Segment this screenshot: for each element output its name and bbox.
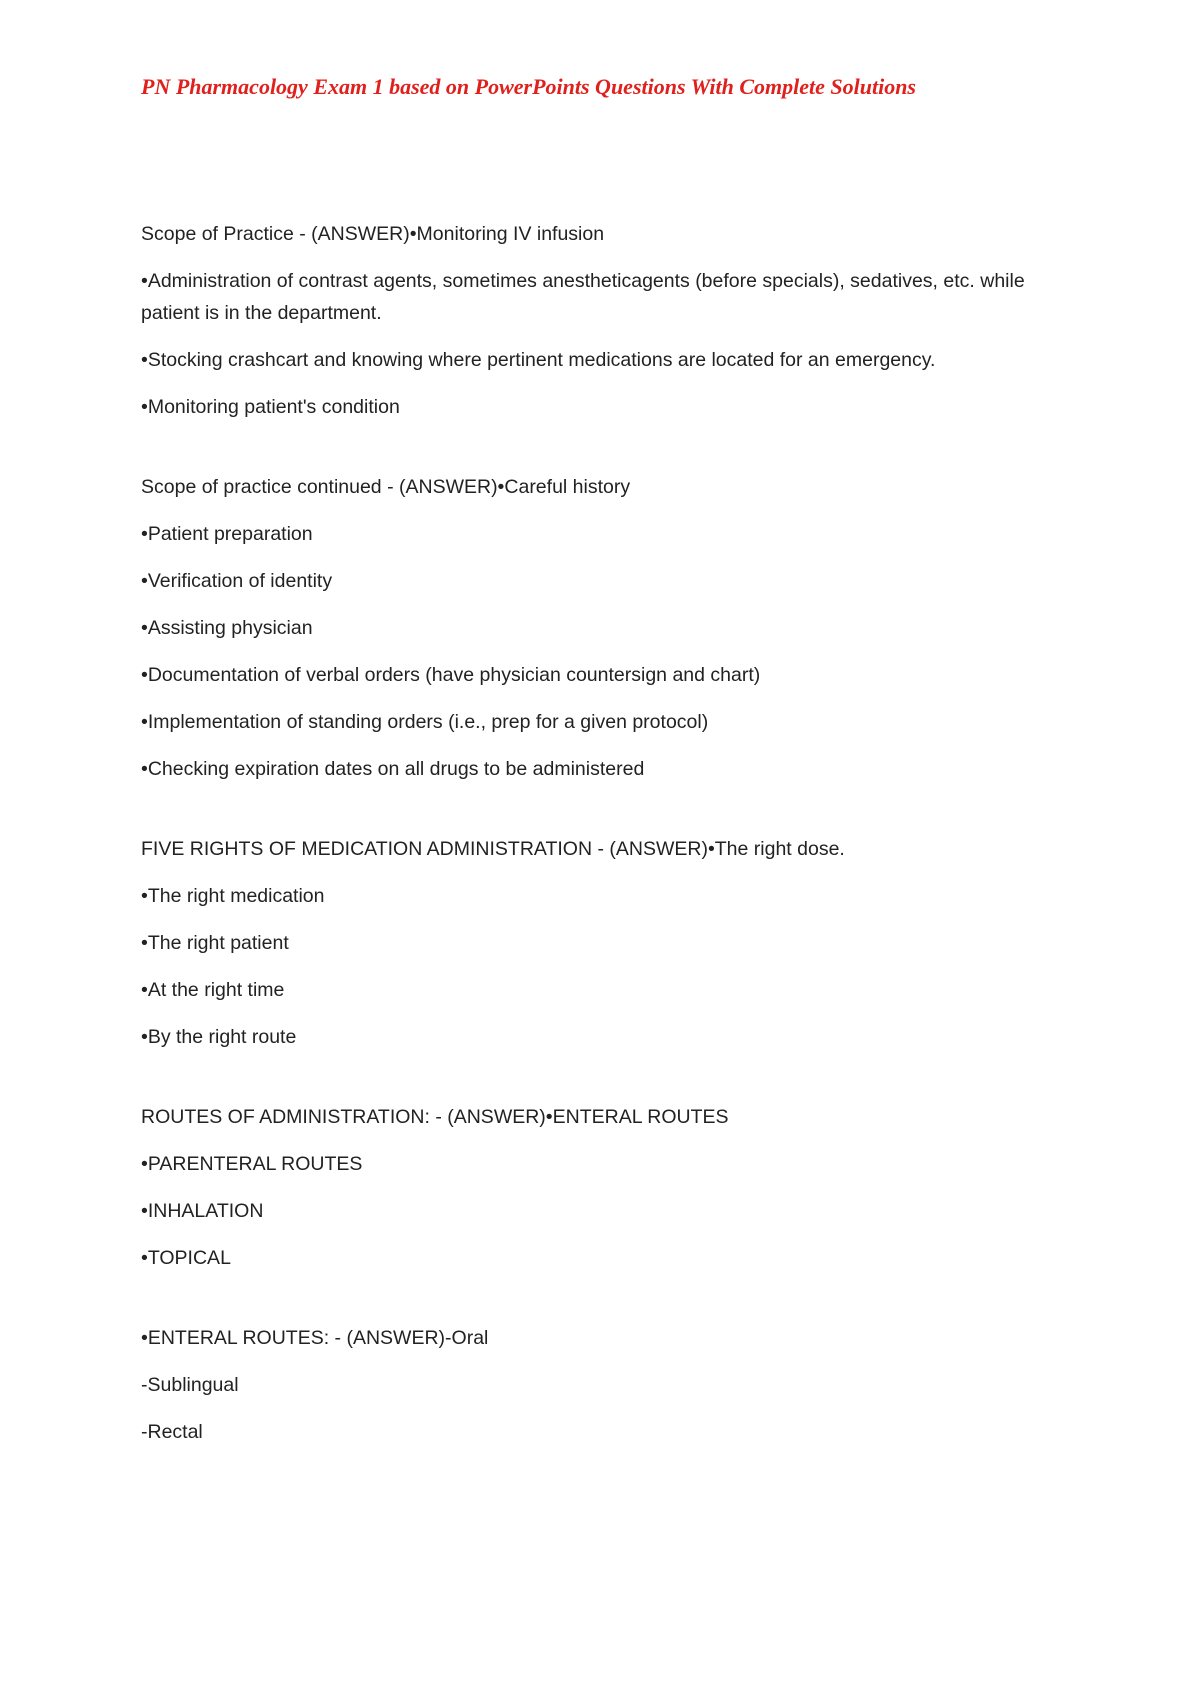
- qa-block-scope-of-practice: [141, 218, 1081, 423]
- document-content: [141, 218, 1081, 1496]
- question-line: Scope of practice continued - (ANSWER)•Careful history: [141, 476, 631, 498]
- qa-block-scope-of-practice-continued: [141, 471, 1081, 785]
- question-line: Scope of Practice - (ANSWER)•Monitoring IV infusion: [141, 223, 605, 245]
- answer-line: -Rectal: [141, 1421, 203, 1443]
- answer-line: •Documentation of verbal orders (have physician countersign and chart): [141, 664, 761, 686]
- answer-line: •TOPICAL: [141, 1247, 231, 1269]
- qa-block-five-rights: [141, 833, 1081, 1053]
- answer-line: •Monitoring patient's condition: [141, 396, 400, 418]
- answer-line: •INHALATION: [141, 1200, 264, 1222]
- document-title: PN Pharmacology Exam 1 based on PowerPoints Questions With Complete Solutions: [141, 74, 916, 99]
- answer-line: •PARENTERAL ROUTES: [141, 1153, 363, 1175]
- qa-block-enteral-routes: [141, 1322, 1081, 1448]
- question-line: FIVE RIGHTS OF MEDICATION ADMINISTRATION - (ANSWER)•The right dose.: [141, 838, 845, 860]
- answer-line: •Verification of identity: [141, 570, 333, 592]
- answer-line: •Stocking crashcart and knowing where pertinent medications are located for an emergency.: [141, 349, 936, 371]
- answer-line: •Implementation of standing orders (i.e., prep for a given protocol): [141, 711, 709, 733]
- answer-line: •At the right time: [141, 979, 285, 1001]
- question-line: ROUTES OF ADMINISTRATION: - (ANSWER)•ENTERAL ROUTES: [141, 1106, 729, 1128]
- answer-line: •Assisting physician: [141, 617, 313, 639]
- answer-line: •By the right route: [141, 1026, 297, 1048]
- answer-line: •The right medication: [141, 885, 325, 907]
- qa-block-routes-of-administration: [141, 1101, 1081, 1274]
- answer-line: •The right patient: [141, 932, 289, 954]
- answer-line: •Checking expiration dates on all drugs to be administered: [141, 758, 645, 780]
- answer-line: •Administration of contrast agents, sometimes anestheticagents (before specials), sedatives, etc. while patient is in the department.: [141, 270, 1025, 324]
- question-line: •ENTERAL ROUTES: - (ANSWER)-Oral: [141, 1327, 489, 1349]
- answer-line: -Sublingual: [141, 1374, 239, 1396]
- answer-line: •Patient preparation: [141, 523, 313, 545]
